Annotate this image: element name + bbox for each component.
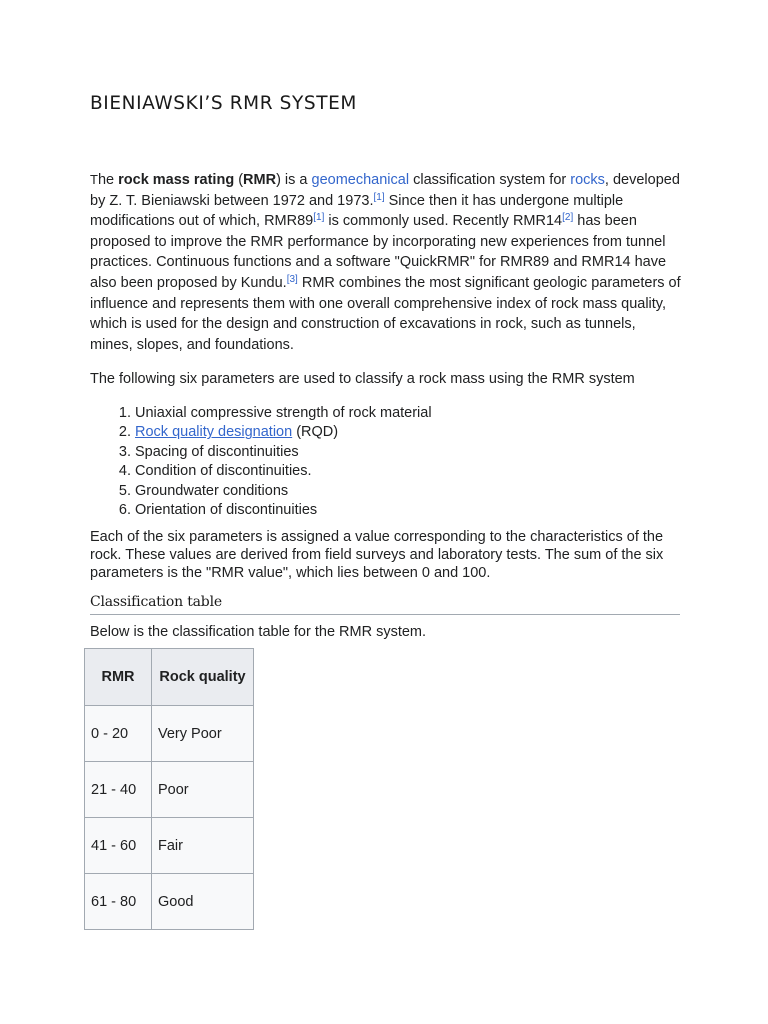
rock-quality-designation-link[interactable]: Rock quality designation (135, 424, 293, 441)
intro-text: , developed by Z. T. Bieniawski between 1972 and 1973. (90, 172, 680, 209)
table-row (85, 706, 254, 762)
reference-3-link[interactable]: [3] (286, 273, 298, 285)
list-item: 6. Orientation of discontinuities (135, 501, 695, 520)
reference-2-link[interactable]: [2] (562, 212, 574, 224)
page-title: BIENIAWSKI’S RMR SYSTEM (90, 93, 357, 114)
term-rock-mass-rating: rock mass rating (118, 172, 235, 188)
reference-1-link[interactable]: [1] (313, 212, 325, 224)
column-header-rock-quality: Rock quality (152, 649, 254, 706)
intro-text: ) is a (276, 172, 312, 188)
list-item-text: (RQD) (292, 424, 339, 441)
table-cell-quality: Good (152, 874, 254, 930)
table-row (85, 818, 254, 874)
intro-text: Since then it has undergone multiple modifications out of which, RMR89 (90, 192, 624, 230)
classification-table (84, 648, 254, 930)
intro-text: is commonly used. Recently RMR14 (324, 213, 563, 230)
table-row (85, 874, 254, 930)
table-cell-rmr: 21 - 40 (85, 762, 152, 818)
intro-text: has been proposed to improve the RMR performance by incorporating new experiences from tunnel practices. Continuous functions and a software "QuickRMR" for RMR89 and RMR14 have also been proposed by Kundu. (90, 213, 667, 291)
intro-paragraph (90, 170, 682, 355)
table-intro: Below is the classification table for the RMR system. (90, 624, 427, 640)
geomechanical-link[interactable]: geomechanical (311, 172, 410, 188)
table-cell-rmr: 41 - 60 (85, 818, 152, 874)
table-header-row (85, 649, 254, 706)
table-cell-rmr: 61 - 80 (85, 874, 152, 930)
parameters-intro: The following six parameters are used to classify a rock mass using the RMR system (90, 371, 635, 387)
reference-1-link[interactable]: [1] (373, 191, 385, 203)
intro-text: classification system for (409, 172, 571, 188)
table-cell-quality: Fair (152, 818, 254, 874)
list-item: 3. Spacing of discontinuities (135, 443, 695, 462)
intro-text: he (97, 172, 119, 188)
table-row (85, 762, 254, 818)
table-cell-quality: Very Poor (152, 706, 254, 762)
table-cell-quality: Poor (152, 762, 254, 818)
list-item: 4. Condition of discontinuities. (135, 462, 695, 481)
rocks-link[interactable]: rocks (570, 172, 605, 188)
intro-text: RMR combines the most significant geologic parameters of influence and represents them with one overall comprehensive index of rock mass quality, which is used for the design and construction of excavations in rock, such as tunnels, mines, slopes, and foundations. (90, 274, 681, 353)
list-item (135, 423, 695, 442)
intro-text: T (90, 172, 98, 187)
table-cell-rmr: 0 - 20 (85, 706, 152, 762)
rmr-value-paragraph: Each of the six parameters is assigned a value corresponding to the characteristics of the rock. These values are derived from field surveys and laboratory tests. The sum of the six parameters is the "RMR value", which lies between 0 and 100. (90, 529, 664, 581)
intro-text: ( (234, 172, 244, 188)
section-heading-classification-table: Classification table (90, 594, 680, 615)
parameters-list (90, 404, 695, 520)
column-header-rmr: RMR (85, 649, 152, 706)
list-item: 1. Uniaxial compressive strength of rock material (135, 404, 695, 423)
list-item: 5. Groundwater conditions (135, 482, 695, 501)
term-rmr: RMR (243, 172, 277, 188)
